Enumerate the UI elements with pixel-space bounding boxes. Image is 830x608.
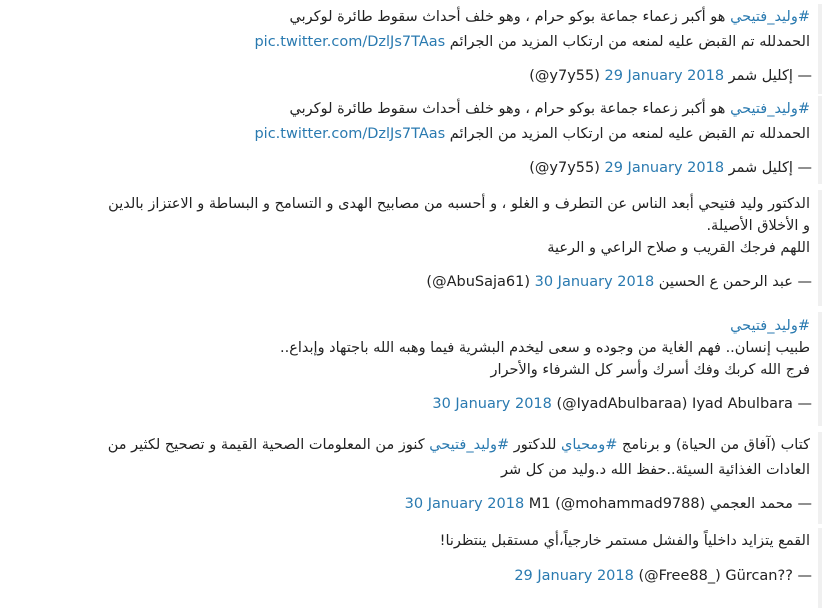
tweet-attribution (0, 566, 818, 586)
tweet-text-line: القمع يتزايد داخلياً والفشل مستمر خارجياً،أي مستقبل ينتظرنا! (439, 533, 810, 549)
tweet-attribution (0, 494, 818, 514)
tweet-text-line: العادات الغذائية السيئة..حفظ الله د.وليد من كل شر (500, 462, 810, 478)
tweet-card (0, 190, 822, 306)
tweet-text-line: فرج الله كربك وفك أسرك وأسر كل الشرفاء والأحرار (490, 362, 810, 378)
tweet-text (0, 530, 818, 552)
tweet-attribution (0, 66, 818, 86)
tweet-attribution (0, 272, 818, 292)
hashtag-link[interactable]: #وليد_فتيحي (730, 9, 810, 25)
tweet-date-link[interactable]: 30 January 2018 (432, 396, 552, 412)
tweet-text-line: كنوز من المعلومات الصحية القيمة و تصحيح لكثير من (107, 437, 430, 453)
hashtag-link[interactable]: #وليد_فتيحي (730, 318, 810, 334)
tweet-attribution (0, 394, 818, 414)
author-handle: M1 (@mohammad9788) (528, 496, 706, 512)
tweet-date-link[interactable]: 30 January 2018 (404, 496, 525, 512)
tweet-text-line: للدكتور (509, 437, 561, 453)
author-handle: (@AbuSaja61) (426, 274, 531, 290)
tweet-card (0, 312, 822, 426)
tweet-text-line: طبيب إنسان.. فهم الغاية من وجوده و سعى ليخدم البشرية فيما وهبه الله باجتهاد وإبداع.. (280, 340, 810, 356)
author-handle: (@Free88_) (638, 568, 721, 584)
tweet-text-line: الدكتور وليد فتيحي أبعد الناس عن التطرف و الغلو ، و أحسبه من مصابيح الهدى و التسامح و البساطة و الاعتزاز بالدين (108, 196, 810, 212)
author-name: Iyad Abulbara (692, 396, 793, 412)
author-name: إكليل شمر (728, 160, 793, 176)
tweet-text (0, 6, 818, 53)
tweet-date-link[interactable]: 30 January 2018 (534, 274, 655, 290)
hashtag-link[interactable]: #وليد_فتيحي (429, 437, 510, 453)
hashtag-link[interactable]: #ومحياي (561, 437, 618, 453)
attribution-dash: — (797, 568, 812, 584)
tweet-card (0, 4, 822, 94)
tweet-card (0, 96, 822, 184)
author-handle: (@IyadAbulbaraa) (556, 396, 688, 412)
tweet-text-line: اللهم فرجك القريب و صلاح الراعي و الرعية (547, 240, 810, 256)
tweet-attribution (0, 158, 818, 178)
tweet-text-line: الحمدلله تم القبض عليه لمنعه من ارتكاب المزيد من الجرائم (445, 126, 810, 142)
attribution-dash: — (797, 274, 812, 290)
tweet-date-link[interactable]: 29 January 2018 (514, 568, 634, 584)
hashtag-link[interactable]: #وليد_فتيحي (730, 101, 810, 117)
author-name: Gürcan?? (725, 568, 793, 584)
author-name: محمد العجمي (709, 496, 793, 512)
tweet-text-line: و الأخلاق الأصيلة. (706, 218, 810, 234)
tweet-text-line: هو أكبر زعماء جماعة بوكو حرام ، وهو خلف أحداث سقوط طائرة لوكربي (289, 101, 731, 117)
attribution-dash: — (797, 160, 812, 176)
author-name: إكليل شمر (728, 68, 793, 84)
tweet-card (0, 528, 822, 608)
tweet-card (0, 432, 822, 524)
tweet-text-line: هو أكبر زعماء جماعة بوكو حرام ، وهو خلف أحداث سقوط طائرة لوكربي (289, 9, 731, 25)
tweet-text (0, 315, 818, 381)
tweet-date-link[interactable]: 29 January 2018 (604, 160, 725, 176)
tweet-text-line: الحمدلله تم القبض عليه لمنعه من ارتكاب المزيد من الجرائم (445, 34, 810, 50)
author-handle: (@y7y55) (529, 68, 600, 84)
attribution-dash: — (797, 496, 812, 512)
tweet-text (0, 434, 818, 481)
pic-link[interactable]: pic.twitter.com/DzlJs7TAas (254, 126, 446, 142)
attribution-dash: — (797, 68, 812, 84)
author-handle: (@y7y55) (529, 160, 600, 176)
attribution-dash: — (797, 396, 812, 412)
author-name: عبد الرحمن ع الحسين (658, 274, 793, 290)
tweet-date-link[interactable]: 29 January 2018 (604, 68, 725, 84)
tweet-text-line: كتاب (آفاق من الحياة) و برنامج (617, 437, 810, 453)
pic-link[interactable]: pic.twitter.com/DzlJs7TAas (254, 34, 446, 50)
tweet-text (0, 193, 818, 259)
tweet-text (0, 98, 818, 145)
